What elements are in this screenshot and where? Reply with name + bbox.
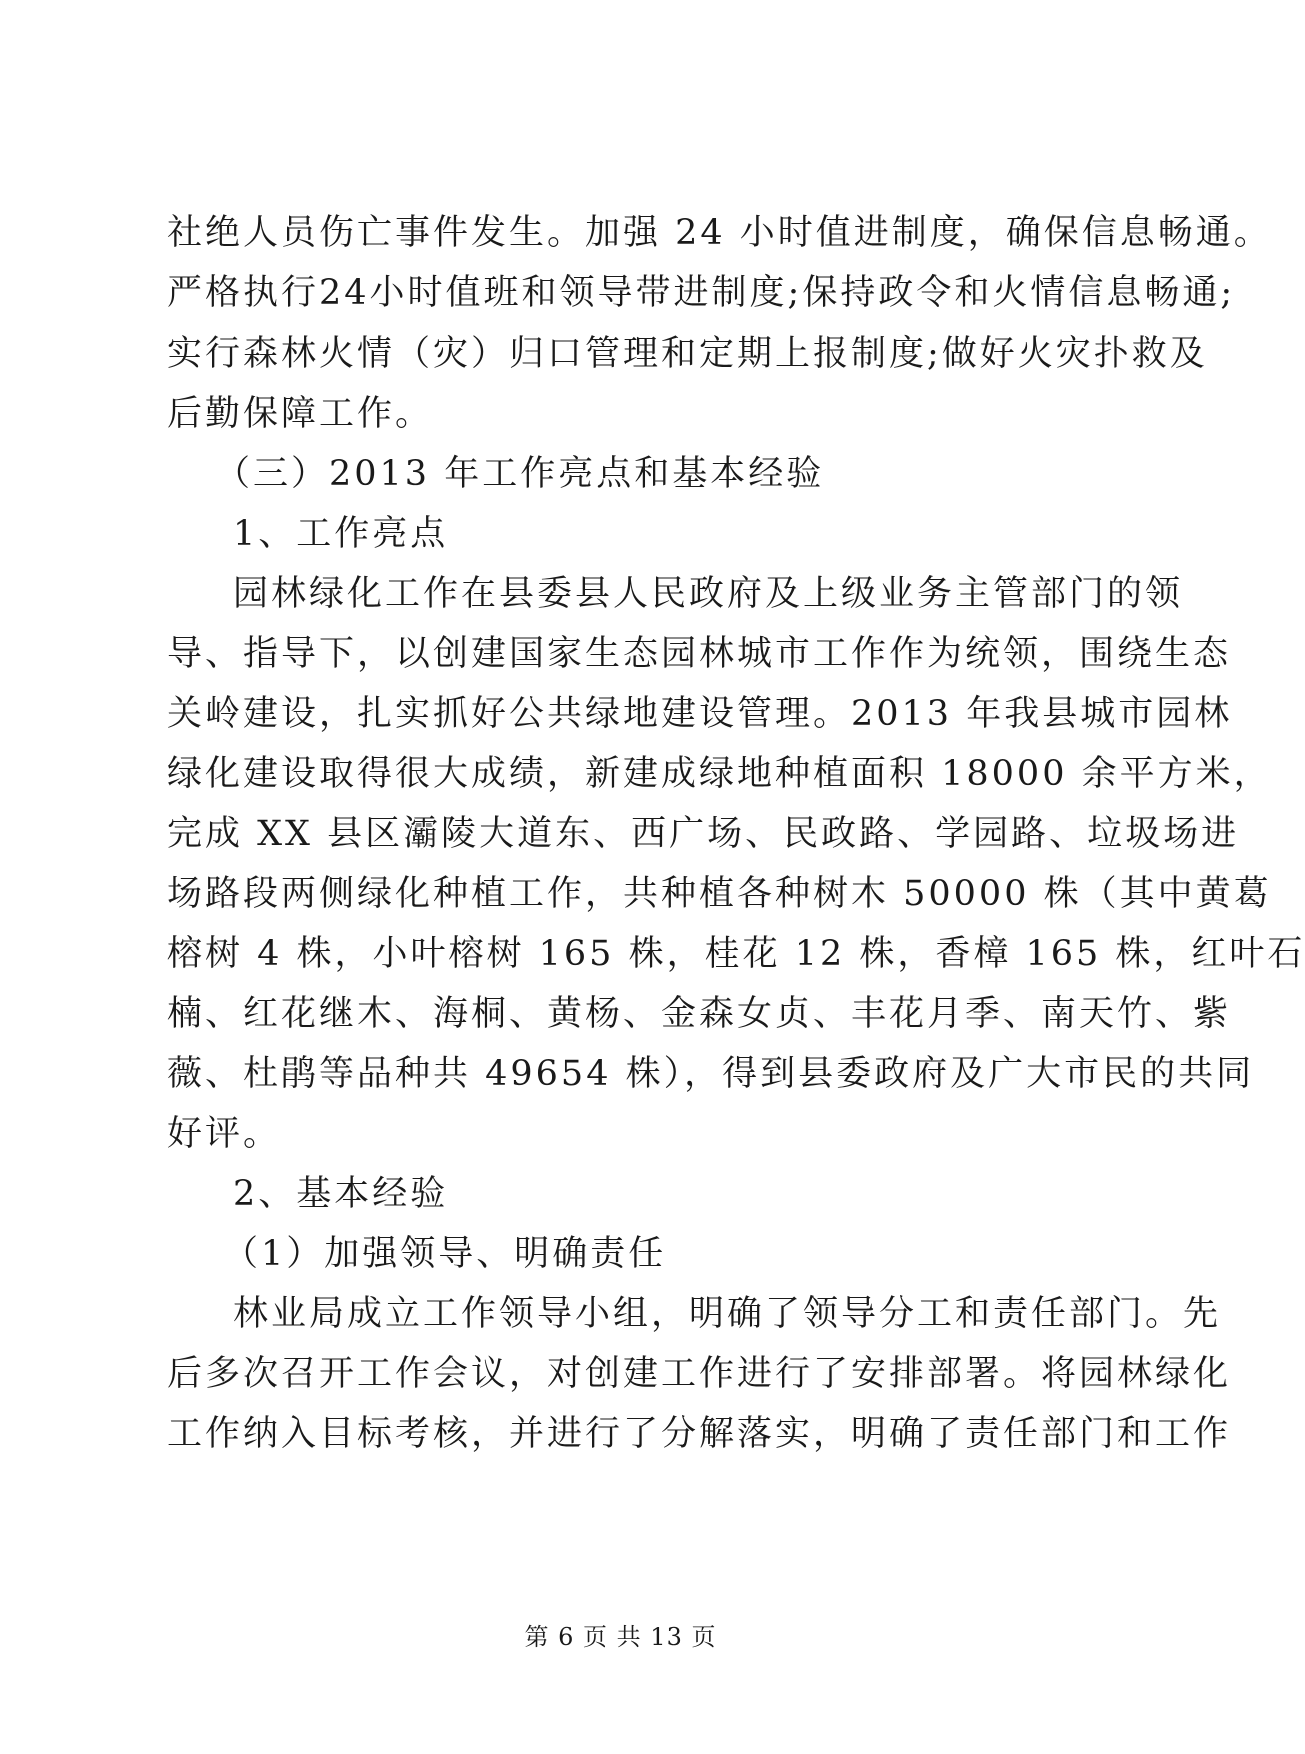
text-line-21: 工作纳入目标考核，并进行了分解落实，明确了责任部门和工作 (167, 1414, 1232, 1454)
text-line-8: 导、指导下，以创建国家生态园林城市工作作为统领，围绕生态 (167, 634, 1232, 674)
page-number-footer: 第 6 页 共 13 页 (524, 1623, 717, 1651)
text-line-12: 场路段两侧绿化种植工作，共种植各种树木 50000 株（其中黄葛 (167, 874, 1272, 914)
text-line-16: 好评。 (167, 1114, 282, 1154)
text-line-9: 关岭建设，扎实抓好公共绿地建设管理。2013 年我县城市园林 (167, 694, 1233, 734)
text-line-10: 绿化建设取得很大成绩，新建成绿地种植面积 18000 余平方米， (167, 754, 1272, 794)
text-line-13: 榕树 4 株，小叶榕树 165 株，桂花 12 株，香樟 165 株，红叶石 (167, 934, 1305, 974)
subheading-highlights: 1、工作亮点 (233, 514, 449, 554)
text-line-19: 林业局成立工作领导小组，明确了领导分工和责任部门。先 (233, 1294, 1222, 1334)
section-heading: （三）2013 年工作亮点和基本经验 (215, 454, 825, 494)
text-line-20: 后多次召开工作会议，对创建工作进行了安排部署。将园林绿化 (167, 1354, 1232, 1394)
text-line-4: 后勤保障工作。 (167, 394, 434, 434)
text-line-11: 完成 XX 县区灞陵大道东、西广场、民政路、学园路、垃圾场进 (167, 814, 1240, 854)
subheading-experience: 2、基本经验 (233, 1174, 449, 1214)
text-line-2: 严格执行24小时值班和领导带进制度;保持政令和火情信息畅通; (167, 273, 1236, 313)
text-line-1: 社绝人员伤亡事件发生。加强 24 小时值进制度，确保信息畅通。 (167, 213, 1272, 253)
subheading-leadership: （1）加强领导、明确责任 (223, 1234, 667, 1274)
text-line-7: 园林绿化工作在县委县人民政府及上级业务主管部门的领 (233, 574, 1184, 614)
text-line-14: 楠、红花继木、海桐、黄杨、金森女贞、丰花月季、南天竹、紫 (167, 994, 1232, 1034)
text-line-3: 实行森林火情（灾）归口管理和定期上报制度;做好火灾扑救及 (167, 334, 1208, 374)
text-line-15: 薇、杜鹃等品种共 49654 株），得到县委政府及广大市民的共同 (167, 1054, 1255, 1094)
